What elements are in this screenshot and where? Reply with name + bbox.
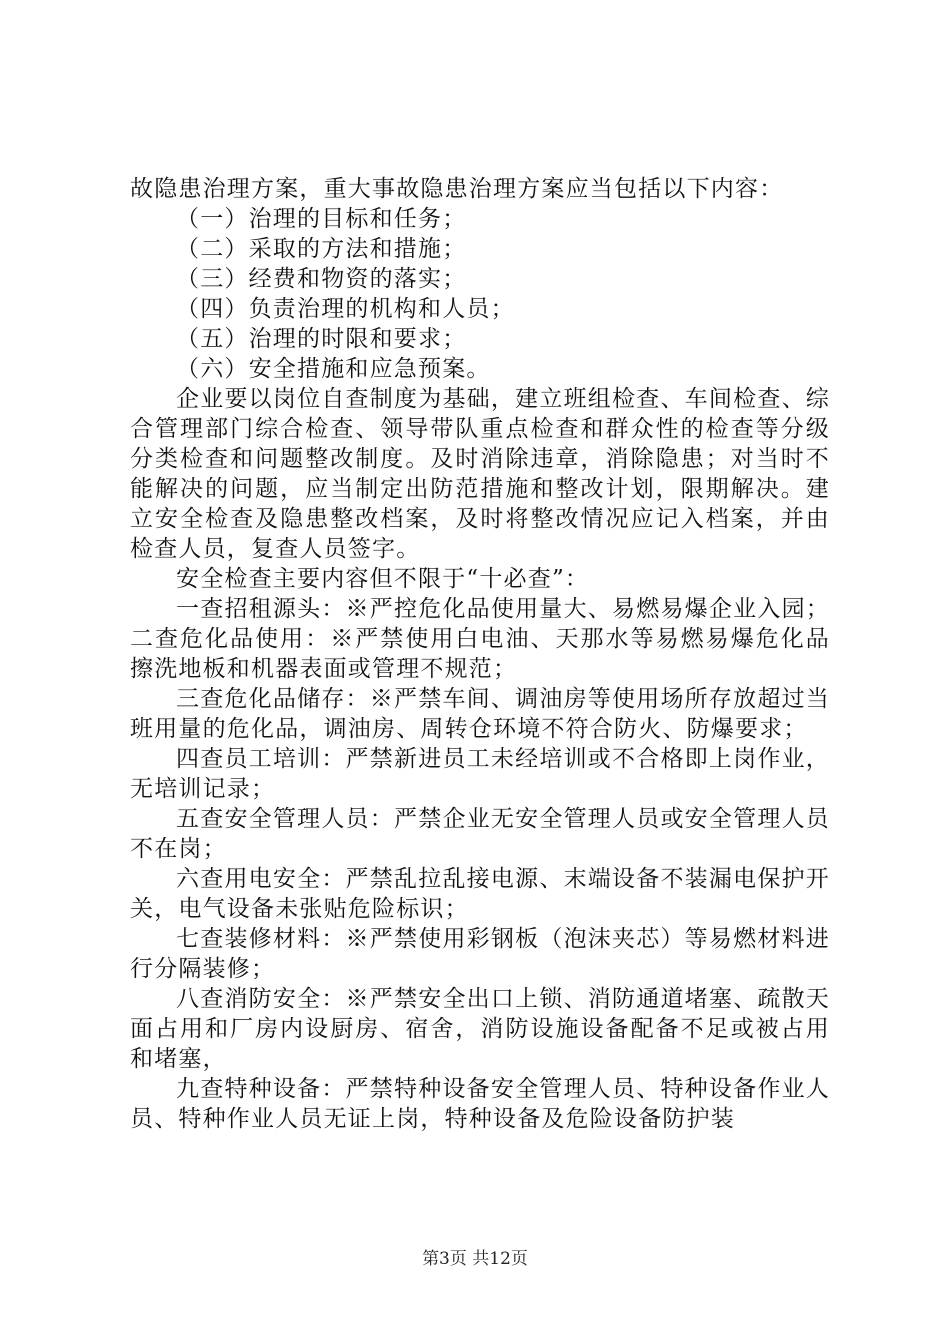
paragraph: 五查安全管理人员：严禁企业无安全管理人员或安全管理人员不在岗； — [130, 806, 830, 862]
paragraph: 九查特种设备：严禁特种设备安全管理人员、特种设备作业人员、特种作业人员无证上岗，特种设备及危险设备防护装 — [130, 1076, 830, 1132]
list-item: （三）经费和物资的落实； — [176, 266, 467, 292]
paragraph: 八查消防安全：※严禁安全出口上锁、消防通道堵塞、疏散天面占用和厂房内设厨房、宿舍，消防设施设备配备不足或被占用和堵塞， — [130, 986, 830, 1072]
paragraph: 安全检查主要内容但不限于“十必查”： — [176, 566, 590, 592]
body-text — [130, 174, 830, 1134]
list-item: （四）负责治理的机构和人员； — [176, 296, 515, 322]
page-number-footer: 第3页 共12页 — [422, 1249, 528, 1269]
paragraph: 四查员工培训：严禁新进员工未经培训或不合格即上岗作业，无培训记录； — [130, 746, 830, 802]
paragraph: 一查招租源头：※严控危化品使用量大、易燃易爆企业入园；二查危化品使用：※严禁使用白电油、天那水等易燃易爆危化品擦洗地板和机器表面或管理不规范； — [130, 596, 830, 682]
paragraph: 故隐患治理方案，重大事故隐患治理方案应当包括以下内容： — [130, 176, 784, 202]
paragraph: 七查装修材料：※严禁使用彩钢板（泡沫夹芯）等易燃材料进行分隔装修； — [130, 926, 830, 982]
list-item: （二）采取的方法和措施； — [176, 236, 467, 262]
paragraph: 六查用电安全：严禁乱拉乱接电源、末端设备不装漏电保护开关，电气设备未张贴危险标识； — [130, 866, 830, 922]
paragraph: 三查危化品储存：※严禁车间、调油房等使用场所存放超过当班用量的危化品，调油房、周转仓环境不符合防火、防爆要求； — [130, 686, 830, 742]
list-item: （六）安全措施和应急预案。 — [176, 356, 491, 382]
paragraph: 企业要以岗位自查制度为基础，建立班组检查、车间检查、综合管理部门综合检查、领导带队重点检查和群众性的检查等分级分类检查和问题整改制度。及时消除违章，消除隐患；对当时不能解决的问题，应当制定出防范措施和整改计划，限期解决。建立安全检查及隐患整改档案，及时将整改情况应记入档案，并由检查人员，复查人员签字。 — [130, 386, 830, 562]
list-item: （一）治理的目标和任务； — [176, 206, 467, 232]
list-item: （五）治理的时限和要求； — [176, 326, 467, 352]
